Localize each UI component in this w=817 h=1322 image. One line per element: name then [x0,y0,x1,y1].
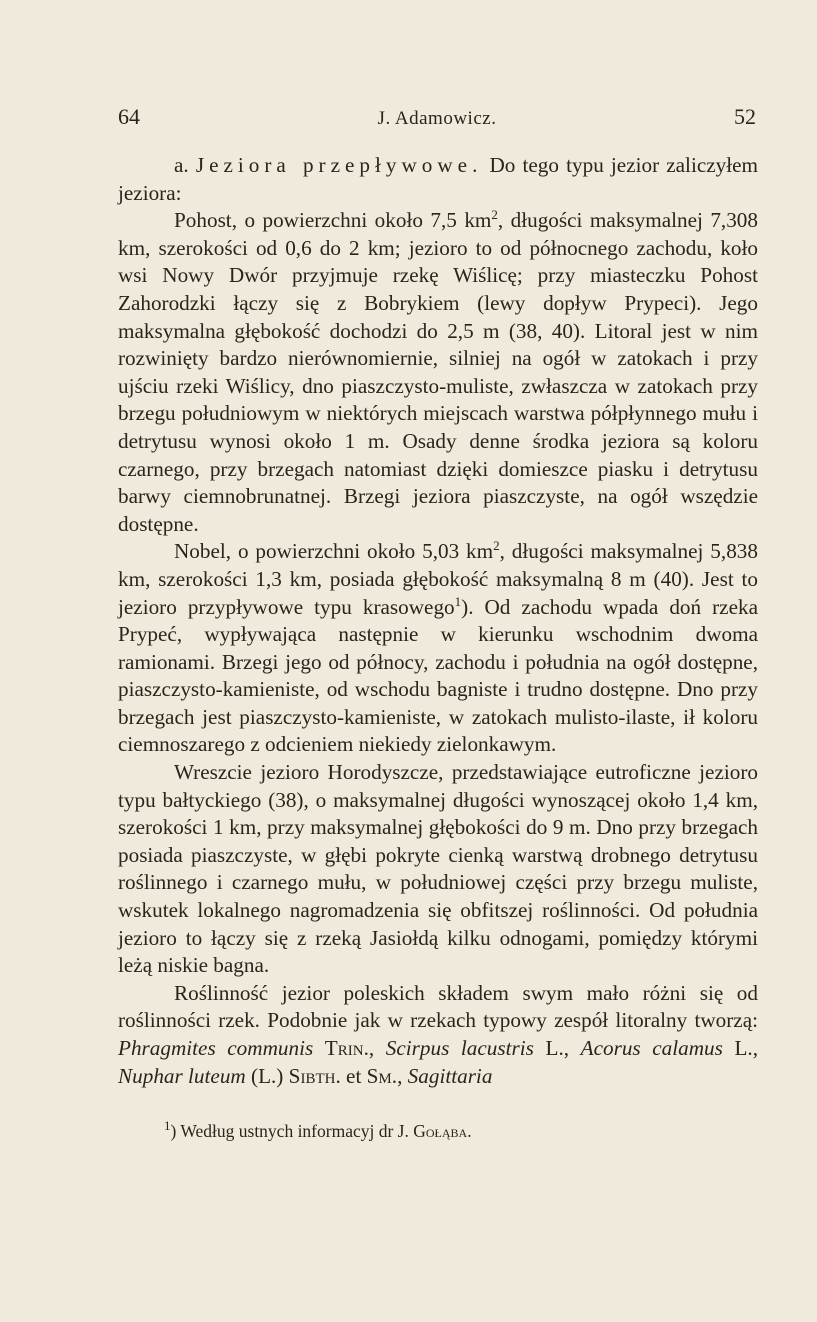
paragraph-nobel [118,538,758,759]
paragraph-text: Roślinność jezior poleskich składem swym mało różni się od roślinności rzek. Podobnie jak w rzekach typowy zespół litoralny tworzą: [118,980,758,1033]
species-name: Nuphar luteum [118,1063,246,1088]
section-label: a. [174,153,189,177]
author-abbrev: (L.) [251,1063,284,1088]
author-abbrev: Sibth. [288,1063,341,1088]
paragraph-text: Wreszcie jezioro Horodyszcze, przedstawiające eutroficzne jezioro typu bałtyckiego (38), o maksymalnej długości wynoszącej około 1,4 km, szerokości 1 km, przy maksymalnej głębokości do 9 m. Dno przy brzegach posiada piaszczyste, w głębi pokryte cienką warstwą drobnego detrytusu roślinnego i czarnego mułu, w południowej części przy brzegu muliste, wskutek lokalnego nagromadzenia się obfitszej roślinności. Od południa jezioro to łączy się z rzeką Jasiołdą kilku odnogami, pomiędzy którymi leżą niskie bagna. [118,760,758,978]
species-name: Sagittaria [407,1063,493,1088]
footnote-reference: 1 [454,593,462,609]
page-number-left: 64 [118,104,140,129]
author-abbrev: L. [545,1036,564,1060]
footnote-name: Gołąba. [413,1121,472,1142]
footnote-text: ) Według ustnych informacyj dr J. [170,1121,414,1142]
superscript: 2 [493,538,500,554]
paragraph-text-continued: ). Od zachodu wpada doń rzeka Prypeć, wypływająca następnie w kierunku wschodnim dwoma ramionami. Brzegi jego od północy, zachodu i południa na ogół dostępne, piaszczysto-kamieniste, od wschodu bagniste i trudno dostępne. Dno przy brzegach jest piaszczysto-kamieniste, w zatokach mulisto-ilaste, ił koloru ciemnoszarego z odcieniem niekiedy zielonkawym. [118,594,758,757]
species-name: Scirpus lacustris [385,1036,534,1060]
section-intro [118,152,758,207]
author-abbrev: Trin. [324,1036,369,1060]
conjunction: et [346,1063,362,1088]
footnote-mark: 1 [164,1118,171,1134]
body-text [118,152,758,1090]
paragraph-lead: Pohost, o powierzchni około 7,5 km [174,208,492,233]
author-abbrev: Sm. [366,1063,398,1088]
paragraph-text: , długości maksymalnej 7,308 km, szerokości od 0,6 do 2 km; jezioro to od północnego zachodu, koło wsi Nowy Dwór przyjmuje rzekę Wiślicę; przy miasteczku Pohost Zahorodzki łączy się z Bobrykiem (lewy dopływ Prypeci). Jego maksymalna głębokość dochodzi do 2,5 m (38, 40). Litoral jest w nim rozwinięty bardzo nierównomiernie, silniej na ogół w zatokach i przy ujściu rzeki Wiślicy, dno piaszczysto-muliste, zwłaszcza w zatokach przy brzegu południowym w niektórych miejscach warstwa półpłynnego mułu i detrytusu wynosi około 1 m. Osady denne środka jeziora są koloru czarnego, przy brzegach natomiast dzięki domieszce piasku i detrytusu barwy ciemnobrunatnej. Brzegi jeziora piaszczyste, na ogół wszędzie dostępne. [118,208,758,536]
paragraph-pohost [118,207,758,538]
running-author: J. Adamowicz. [377,108,497,129]
superscript: 2 [491,207,498,223]
page-number-right: 52 [734,104,756,129]
section-intro-text: Do tego typu jezior zaliczyłem jeziora: [118,153,759,205]
section-heading: Jeziora przepływowe. [195,153,483,177]
species-name: Phragmites communis [118,1036,314,1060]
species-name: Acorus calamus [580,1036,723,1060]
running-header [118,104,756,130]
paragraph-vegetation: Roślinność jezior poleskich składem swym mało różni się od roślinności rzek. Podobnie jak w rzekach typowy zespół litoralny tworzą: Phragmites communis Trin., Scirpus lacustris L., Acorus calamus L., Nuphar luteum (L.) Sibth. et Sm., Sagittaria [118,980,759,1088]
footnote [118,1120,758,1142]
paragraph-text: , długości maksymalnej 5,838 km, szerokości 1,3 km, posiada głębokość maksymalną 8 m (40). Jest to jezioro przypływowe typu krasowego [118,539,758,619]
paragraph-lead: Nobel, o powierzchni około 5,03 km [174,539,494,564]
author-abbrev: L. [734,1036,753,1060]
paragraph-horodyszcze [118,759,758,980]
